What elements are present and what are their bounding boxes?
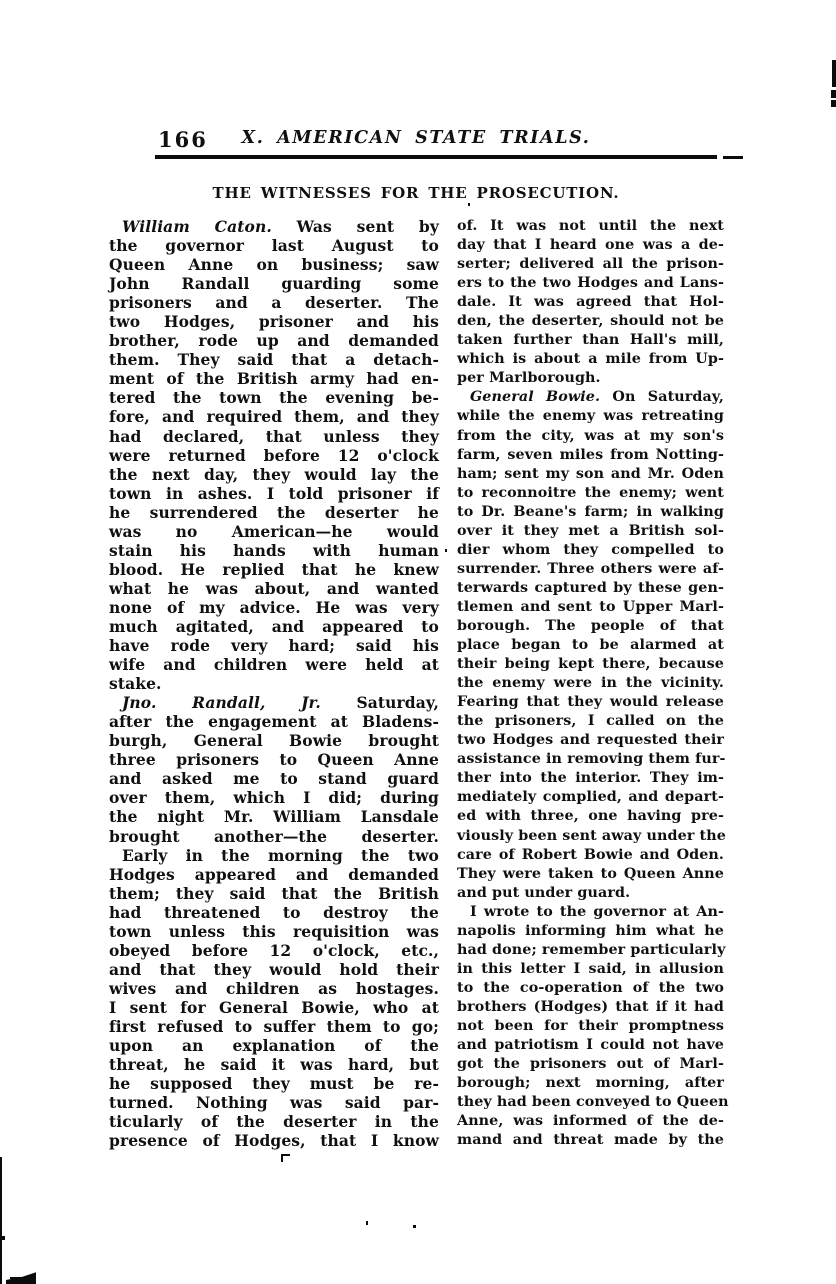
text-line: got the prisoners out of Marl- [457, 1056, 724, 1073]
scan-artifact-speck [445, 549, 447, 552]
text-line: the prisoners, I called on the [457, 713, 724, 730]
text-line: ther into the interior. They im- [457, 770, 724, 787]
witness-name: General Bowie. [470, 389, 601, 406]
text-line: them; they said that the British [109, 883, 439, 903]
text-line: brother, rode up and demanded [109, 331, 439, 351]
text-line: I sent for General Bowie, who at [109, 997, 439, 1017]
text-line: have rode very hard; said his [109, 636, 439, 656]
text-line: Fearing that they would release [457, 694, 724, 711]
text-line: they had been conveyed to Queen [457, 1094, 729, 1111]
text-line: threat, he said it was hard, but [109, 1055, 439, 1075]
header-rule-dash [723, 156, 743, 159]
text-line: stake. [109, 674, 162, 694]
scan-artifact-left-edge [0, 1157, 2, 1284]
text-line: John Randall guarding some [109, 274, 439, 294]
text-line: per Marlborough. [457, 370, 601, 387]
text-line: den, the deserter, should not be [457, 313, 724, 330]
text-line: the governor last August to [109, 236, 439, 256]
text-line: surrender. Three others were af- [457, 560, 724, 577]
text-line: after the engagement at Bladens- [109, 712, 439, 732]
text-line: brothers (Hodges) that if it had [457, 998, 724, 1015]
text-line: Hodges appeared and demanded [109, 864, 439, 884]
text-line: had declared, that unless they [109, 426, 439, 446]
text-line: had threatened to destroy the [109, 902, 439, 922]
text-line: town in ashes. I told prisoner if [109, 483, 439, 503]
text-line: Early in the morning the two [122, 845, 439, 865]
section-heading: THE WITNESSES FOR THE PROSECUTION. [212, 184, 620, 202]
text-line: their being kept there, because [457, 656, 724, 673]
text-line: while the enemy was retreating [457, 408, 724, 425]
running-title: X. AMERICAN STATE TRIALS. [241, 128, 591, 148]
text-line: dier whom they compelled to [457, 541, 724, 558]
text-line: to Dr. Beane's farm; in walking [457, 503, 724, 520]
text-line: place began to be alarmed at [457, 637, 724, 654]
scan-artifact-speck [413, 1225, 416, 1228]
scan-artifact-speck [281, 1154, 290, 1162]
text-line: brought another—the deserter. [109, 826, 439, 846]
scan-artifact-right-edge [831, 100, 836, 107]
text-line: and that they would hold their [109, 959, 439, 979]
text-line: which is about a mile from Up- [457, 351, 724, 368]
text-line: he surrendered the deserter he [109, 502, 439, 522]
text-line: he supposed they must be re- [109, 1074, 439, 1094]
text-line: to the co-operation of the two [457, 979, 724, 996]
text-column-right [457, 217, 729, 1150]
text-line: two Hodges and requested their [457, 732, 724, 749]
header-rule [155, 155, 717, 159]
text-line: presence of Hodges, that I know [109, 1131, 439, 1151]
text-line: prisoners and a deserter. The [109, 293, 439, 313]
text-line: care of Robert Bowie and Oden. [457, 846, 724, 863]
scan-artifact-right-edge [831, 90, 836, 98]
witness-name: Jno. Randall, Jr. [122, 693, 321, 713]
scan-artifact-corner-blob [10, 1277, 24, 1279]
text-line: turned. Nothing was said par- [109, 1093, 439, 1113]
text-line: Jno. Randall, Jr. Saturday, [122, 693, 439, 713]
text-line: town unless this requisition was [109, 921, 439, 941]
text-line: and put under guard. [457, 884, 631, 901]
text-line: three prisoners to Queen Anne [109, 750, 439, 770]
text-line: obeyed before 12 o'clock, etc., [109, 940, 439, 960]
text-line: General Bowie. On Saturday, [470, 389, 724, 406]
text-line: wives and children as hostages. [109, 978, 439, 998]
text-line: ed with three, one having pre- [457, 808, 724, 825]
text-line: terwards captured by these gen- [457, 579, 724, 596]
text-line: borough; next morning, after [457, 1075, 724, 1092]
page-number: 166 [158, 127, 208, 152]
text-line: ham; sent my son and Mr. Oden [457, 465, 724, 482]
text-line: over it they met a British sol- [457, 522, 724, 539]
text-line: ers to the two Hodges and Lans- [457, 275, 724, 292]
text-line: and asked me to stand guard [109, 769, 439, 789]
text-line: mand and threat made by the [457, 1132, 724, 1149]
text-line: day that I heard one was a de- [457, 237, 724, 254]
text-line: had done; remember particularly [457, 941, 726, 958]
text-line: farm, seven miles from Notting- [457, 446, 724, 463]
text-line: the night Mr. William Lansdale [109, 807, 439, 827]
text-line: tlemen and sent to Upper Marl- [457, 598, 724, 615]
text-line: the next day, they would lay the [109, 464, 439, 484]
scan-artifact-left-edge [2, 1236, 5, 1240]
text-line: viously been sent away under the [457, 827, 726, 844]
text-line: serter; delivered all the prison- [457, 256, 724, 273]
text-line: borough. The people of that [457, 617, 724, 634]
text-line: over them, which I did; during [109, 788, 439, 808]
text-line: two Hodges, prisoner and his [109, 312, 439, 332]
text-line: wife and children were held at [109, 655, 439, 675]
scan-artifact-speck [366, 1221, 368, 1225]
text-line: were returned before 12 o'clock [109, 445, 439, 465]
text-line: from the city, was at my son's [457, 427, 724, 444]
text-line: Anne, was informed of the de- [457, 1113, 724, 1130]
text-line: much agitated, and appeared to [109, 616, 439, 636]
text-line: none of my advice. He was very [109, 597, 439, 617]
text-line: of. It was not until the next [457, 218, 724, 234]
text-line: assistance in removing them fur- [457, 751, 726, 768]
text-line: ment of the British army had en- [109, 369, 439, 389]
text-line: to reconnoitre the enemy; went [457, 484, 724, 501]
scan-artifact-corner-blob [6, 1266, 36, 1284]
text-column-left [109, 217, 439, 1150]
text-line: the enemy were in the vicinity. [457, 675, 724, 692]
text-line: what he was about, and wanted [109, 578, 439, 598]
text-line: in this letter I said, in allusion [457, 960, 724, 977]
text-line: not been for their promptness [457, 1017, 724, 1034]
text-line: William Caton. Was sent by [122, 217, 439, 236]
text-line: taken further than Hall's mill, [457, 332, 724, 349]
text-line: stain his hands with human [109, 540, 439, 560]
text-line: ticularly of the deserter in the [109, 1112, 439, 1132]
witness-name: William Caton. [122, 217, 272, 236]
text-line: and patriotism I could not have [457, 1037, 724, 1054]
text-line: Queen Anne on business; saw [109, 255, 439, 275]
text-line: I wrote to the governor at An- [470, 903, 724, 920]
scan-artifact-speck [468, 203, 470, 206]
text-line: tered the town the evening be- [109, 388, 439, 408]
text-line: was no American—he would [109, 521, 439, 541]
scan-artifact-right-edge [832, 60, 836, 87]
text-line: them. They said that a detach- [109, 350, 439, 370]
text-line: mediately complied, and depart- [457, 789, 724, 806]
text-line: fore, and required them, and they [109, 407, 439, 427]
text-line: upon an explanation of the [109, 1036, 439, 1056]
text-line: dale. It was agreed that Hol- [457, 294, 724, 311]
text-line: blood. He replied that he knew [109, 559, 439, 579]
text-line: burgh, General Bowie brought [109, 731, 439, 751]
text-line: first refused to suffer them to go; [109, 1016, 439, 1036]
text-line: They were taken to Queen Anne [457, 865, 724, 882]
text-line: napolis informing him what he [457, 922, 724, 939]
